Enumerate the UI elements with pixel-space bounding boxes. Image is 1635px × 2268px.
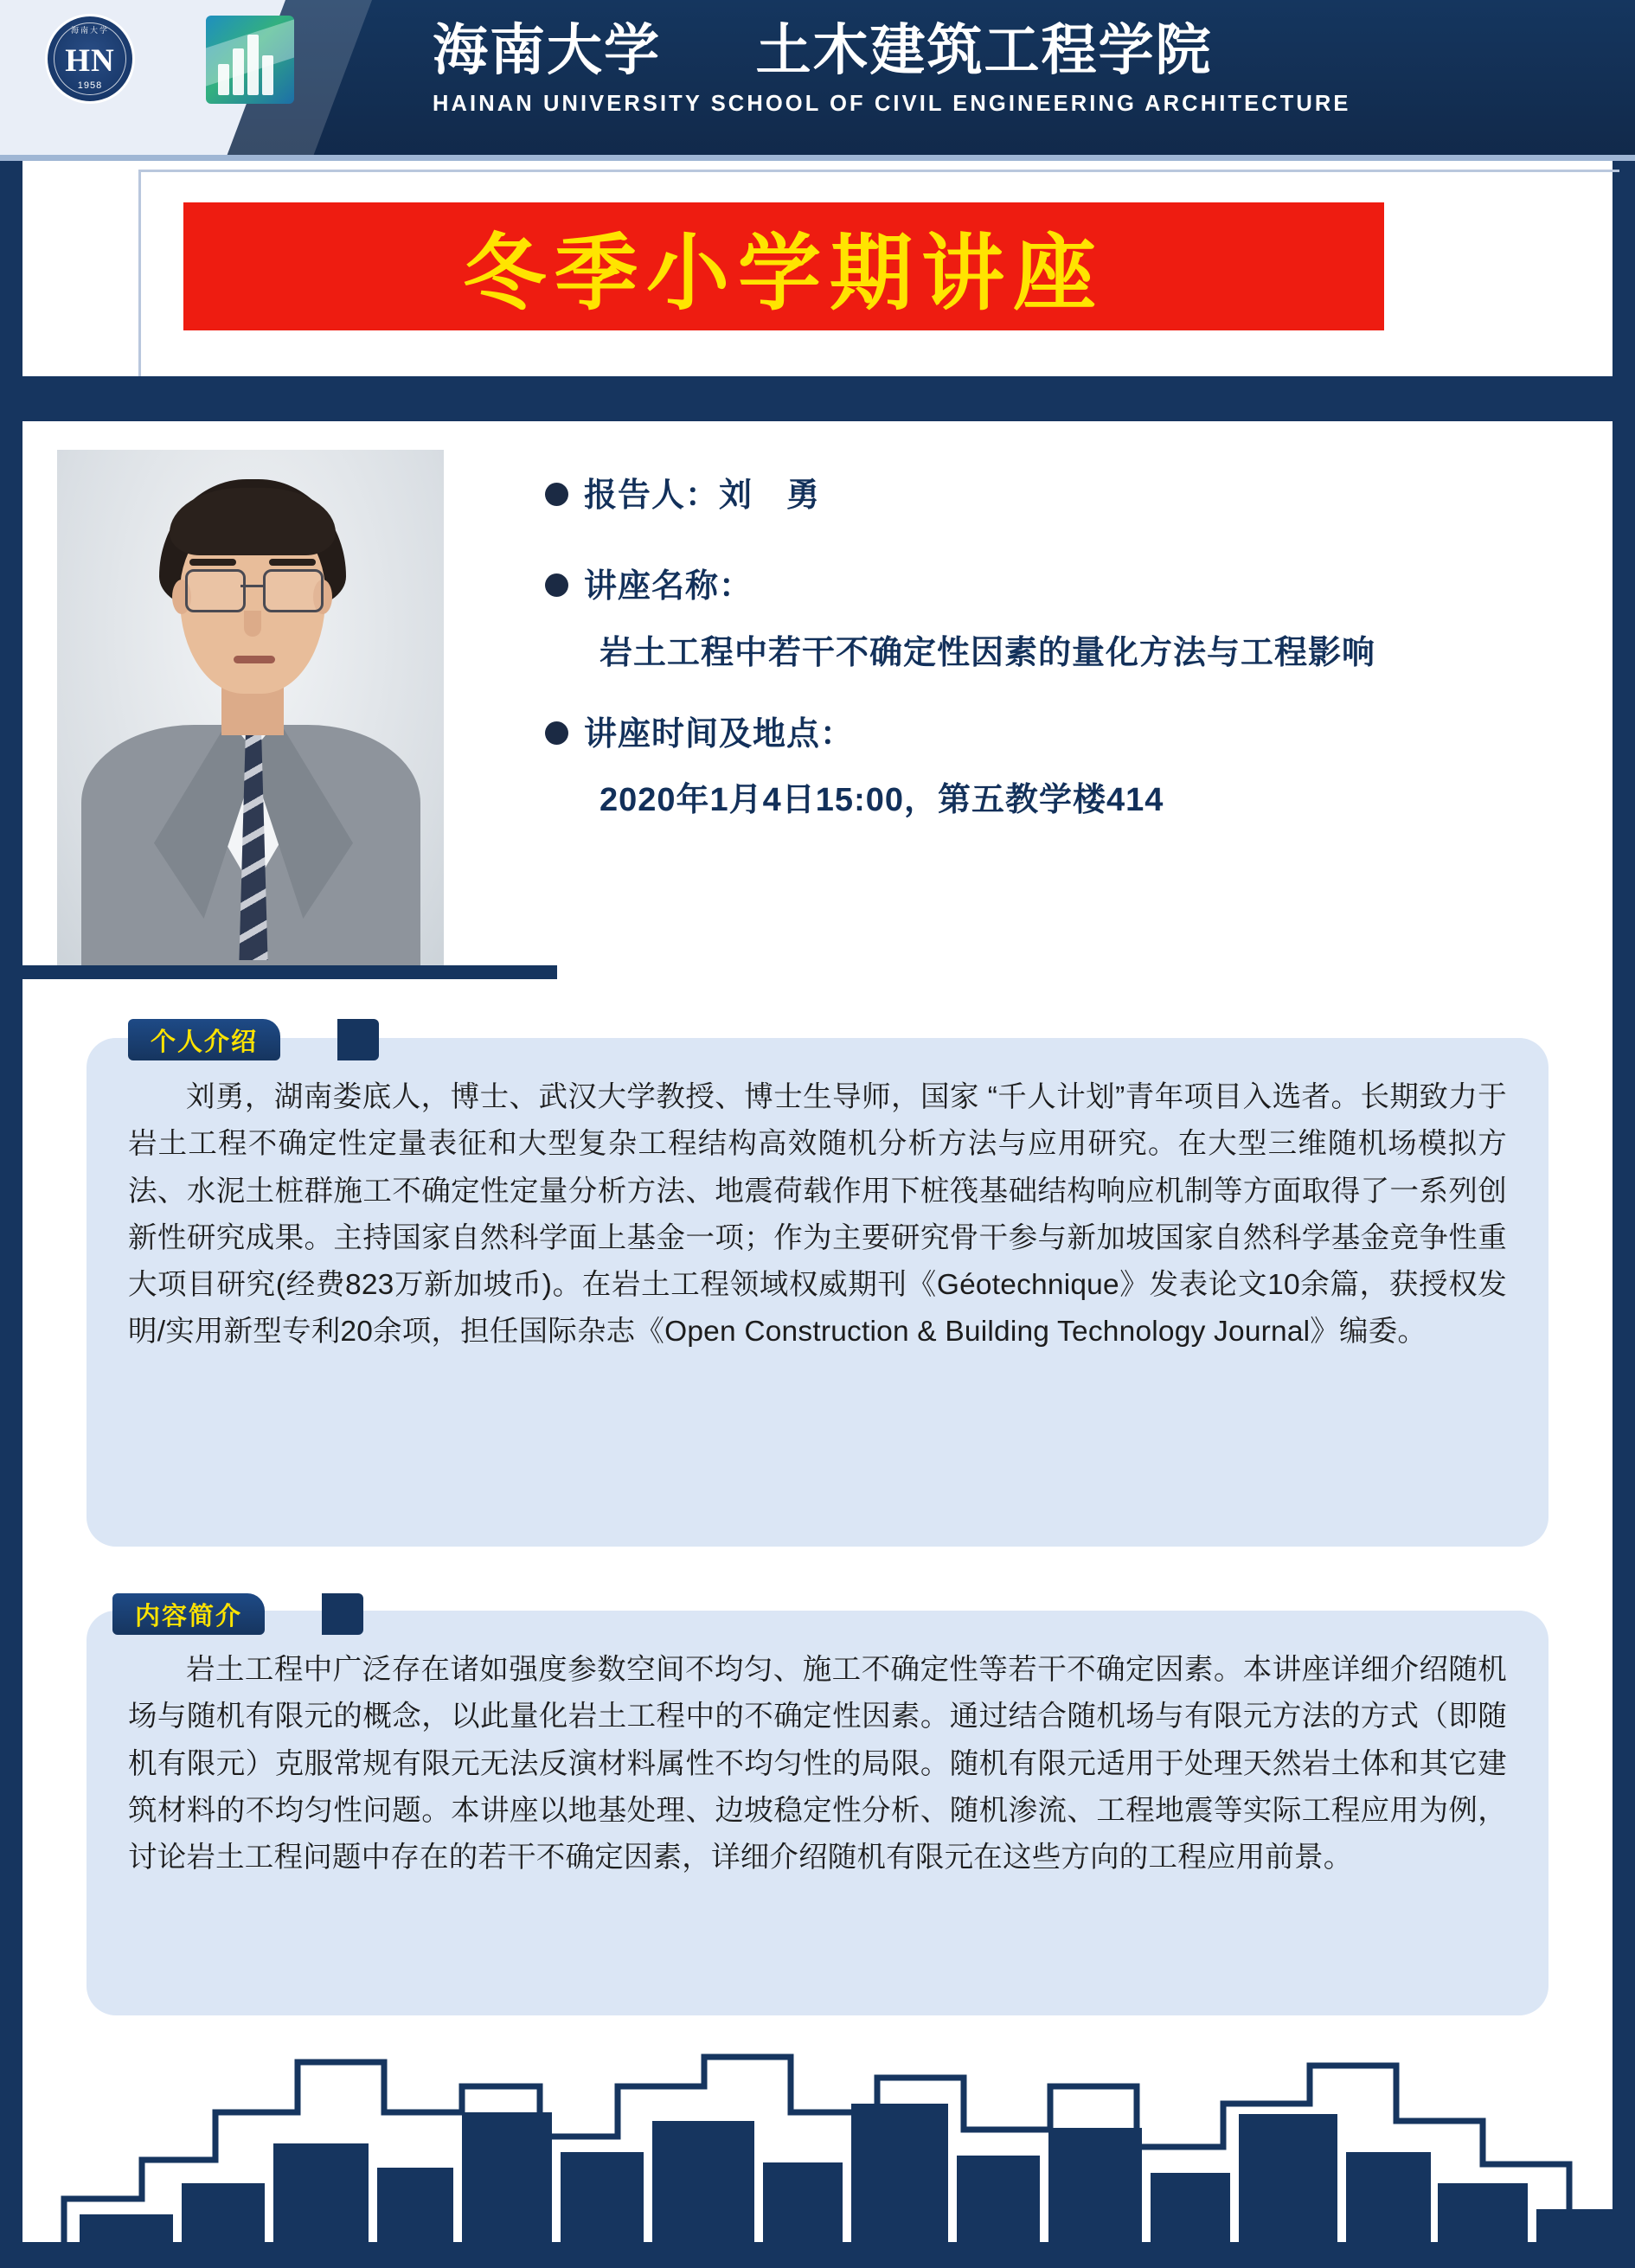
seal-year: 1958	[77, 80, 103, 91]
hainan-university-seal-icon	[45, 14, 135, 104]
school-emblem-icon	[206, 16, 294, 104]
speaker-name-line	[584, 474, 820, 518]
row-spacer	[545, 673, 1566, 713]
section-tab-abstract	[112, 1593, 265, 1635]
lecture-title: 岩土工程中若干不确定性因素的量化方法与工程影响	[600, 634, 1376, 671]
header-title-cn	[433, 19, 1592, 81]
photo-eyebrow-left	[189, 559, 236, 566]
bullet-dot-icon	[545, 573, 568, 597]
abstract-card	[87, 1611, 1548, 2015]
seal-top-text: 海南大学	[70, 26, 109, 35]
header-divider	[0, 155, 1635, 161]
time-place-label: 讲座时间及地点：	[584, 715, 855, 753]
bullet-dot-icon	[545, 721, 568, 745]
bio-tab-decoration	[337, 1019, 379, 1060]
photo-underline-bar	[12, 965, 557, 979]
skyline-graphic-icon	[12, 1983, 1623, 2268]
emblem-bar	[262, 55, 273, 95]
skyline-footer	[12, 1983, 1623, 2268]
left-rail	[0, 0, 12, 2268]
photo-eyebrow-right	[269, 559, 316, 566]
header-title-group	[433, 19, 1592, 117]
emblem-bar	[233, 48, 244, 95]
speaker-info-list	[545, 474, 1566, 820]
seal-monogram: HN	[65, 43, 115, 79]
photo-nose	[244, 611, 261, 637]
photo-glasses-bridge	[240, 585, 263, 587]
photo-glasses-right-lens	[263, 569, 324, 612]
lecture-label: 讲座名称：	[584, 568, 753, 605]
school-name-cn: 土木建筑工程学院	[755, 19, 1213, 81]
photo-glasses-left-lens	[185, 569, 246, 612]
bio-text: 刘勇，湖南娄底人，博士、武汉大学教授、博士生导师，国家 “千人计划”青年项目入选者。长期致力于岩土工程不确定性定量表征和大型复杂工程结构高效随机分析方法与应用研究。在大型三维随机场模拟方法、水泥土桩群施工不确定性定量分析方法、地震荷载作用下桩筏基础结构响应机制等方面取得了一系列创新性研究成果。主持国家自然科学面上基金一项；作为主要研究骨干参与新加坡国家自然科学基金竞争性重大项目研究(经费823万新加坡币)。在岩土工程领域权威期刊《Géotechnique》发表论文10余篇，获授权发明/实用新型专利20余项，担任国际杂志《Open Construction & Building Technology Journal》编委。	[128, 1081, 1507, 1349]
photo-mouth	[234, 656, 275, 663]
abstract-tab-decoration	[322, 1593, 363, 1635]
photo-fringe	[170, 488, 336, 555]
navy-separator-band-right	[1519, 376, 1623, 421]
main-title-text: 冬季小学期讲座	[463, 227, 1105, 320]
emblem-bar	[247, 35, 259, 95]
navy-separator-band	[12, 376, 1623, 421]
header-title-en: HAINAN UNIVERSITY SCHOOL OF CIVIL ENGINEERING ARCHITECTURE	[433, 92, 1351, 116]
time-place-value: 2020年1月4日15:00，第五教学楼414	[600, 781, 1164, 818]
emblem-bar	[218, 64, 229, 95]
row-spacer	[545, 525, 1566, 565]
speaker-row-lecture	[545, 565, 1566, 609]
speaker-name: 刘 勇	[719, 477, 821, 514]
abstract-text: 岩土工程中广泛存在诸如强度参数空间不均匀、施工不确定性等若干不确定因素。本讲座详细介绍随机场与随机有限元的概念，以此量化岩土工程中的不确定性因素。通过结合随机场与有限元方法的方式（即随机有限元）克服常规有限元无法反演材料属性不均匀性的局限。随机有限元适用于处理天然岩土体和其它建筑材料的不均匀性问题。本讲座以地基处理、边坡稳定性分析、随机渗流、工程地震等实际工程应用为例，讨论岩土工程问题中存在的若干不确定因素，详细介绍随机有限元在这些方向的工程应用前景。	[128, 1654, 1507, 1874]
section-tab-bio-label: 个人介绍	[151, 1028, 259, 1056]
poster-header	[0, 0, 1635, 161]
section-tab-abstract-label: 内容简介	[135, 1602, 243, 1631]
speaker-row-name	[545, 474, 1566, 518]
right-rail	[1623, 0, 1635, 2268]
speaker-row-time-place	[545, 713, 1566, 757]
main-title-banner	[183, 202, 1384, 330]
speaker-photo	[57, 450, 444, 965]
university-name-cn: 海南大学	[433, 19, 661, 81]
bio-card	[87, 1038, 1548, 1547]
bullet-dot-icon	[545, 483, 568, 506]
speaker-label: 报告人：	[584, 477, 720, 514]
section-tab-bio	[128, 1019, 280, 1060]
